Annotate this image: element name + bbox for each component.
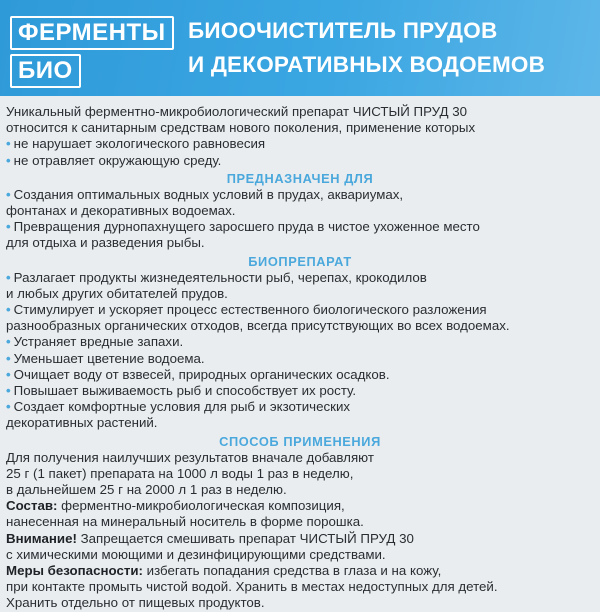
composition-label: Состав: xyxy=(6,498,58,514)
enzymes-badge: ФЕРМЕНТЫ xyxy=(10,16,174,50)
purpose-item-cont: для отдыха и разведения рыбы. xyxy=(6,235,205,251)
purpose-item: • Превращения дурнопахнущего заросшего пруда в чистое ухоженное место xyxy=(6,219,480,235)
bio-badge: БИО xyxy=(10,54,81,88)
composition-line: Состав: ферментно-микробиологическая композиция, xyxy=(6,498,345,514)
bullet-icon: • xyxy=(6,136,11,152)
purpose-item: • Создания оптимальных водных условий в прудах, аквариумах, xyxy=(6,186,404,202)
safety-label: Меры безопасности: xyxy=(6,563,143,579)
bio-item-cont: и любых других обитателей прудов. xyxy=(6,285,228,301)
bullet-icon: • xyxy=(6,383,11,399)
title-line-1: БИООЧИСТИТЕЛЬ ПРУДОВ xyxy=(188,18,498,43)
intro-bullet: • не отравляет окружающую среду. xyxy=(6,152,222,168)
safety-line-2: при контакте промыть чистой водой. Хранить в местах недоступных для детей. xyxy=(6,579,498,595)
safety-line: Меры безопасности: избегать попадания средства в глаза и на кожу, xyxy=(6,563,442,579)
composition-line-2: нанесенная на минеральный носитель в форме порошка. xyxy=(6,514,364,530)
bio-item: • Создает комфортные условия для рыб и экзотических xyxy=(6,399,351,415)
bullet-icon: • xyxy=(6,366,11,382)
bullet-icon: • xyxy=(6,186,11,202)
bio-item: • Повышает выживаемость рыб и способствует их росту. xyxy=(6,383,357,399)
bullet-icon: • xyxy=(6,302,11,318)
warning-label: Внимание! xyxy=(6,530,77,546)
bullet-icon: • xyxy=(6,152,11,168)
intro-bullet: • не нарушает экологического равновесия xyxy=(6,136,266,152)
bullet-icon: • xyxy=(6,350,11,366)
section-heading-bio: БИОПРЕПАРАТ xyxy=(248,253,352,269)
section-heading-purpose: ПРЕДНАЗНАЧЕН ДЛЯ xyxy=(226,170,374,186)
intro-line-2: относится к санитарным средствам нового поколения, применение которых xyxy=(6,120,476,136)
header-banner xyxy=(0,0,600,96)
bullet-icon: • xyxy=(6,399,11,415)
bio-item: • Разлагает продукты жизнедеятельности рыб, черепах, крокодилов xyxy=(6,269,427,285)
bio-item-cont: разнообразных органических отходов, всегда присутствующих во всех водоемах. xyxy=(6,318,510,334)
usage-line: 25 г (1 пакет) препарата на 1000 л воды 1 раз в неделю, xyxy=(6,465,354,481)
bio-item: • Уменьшает цветение водоема. xyxy=(6,350,205,366)
label-text xyxy=(6,104,594,612)
purpose-item-cont: фонтанах и декоративных водоемах. xyxy=(6,203,236,219)
warning-line: Внимание! Запрещается смешивать препарат ЧИСТЫЙ ПРУД 30 xyxy=(6,530,414,546)
bio-item: • Очищает воду от взвесей, природных органических осадков. xyxy=(6,366,390,382)
title-line-2: И ДЕКОРАТИВНЫХ ВОДОЕМОВ xyxy=(188,52,546,77)
intro-line-1: Уникальный ферментно-микробиологический препарат ЧИСТЫЙ ПРУД 30 xyxy=(6,104,468,119)
usage-line: Для получения наилучших результатов вначале добавляют xyxy=(6,449,374,465)
bullet-icon: • xyxy=(6,334,11,350)
bullet-icon: • xyxy=(6,219,11,235)
bullet-icon: • xyxy=(6,269,11,285)
bio-item: • Устраняет вредные запахи. xyxy=(6,334,184,350)
bio-item-cont: декоративных растений. xyxy=(6,415,158,431)
warning-line-2: с химическими моющими и дезинфицирующими средствами. xyxy=(6,546,386,562)
safety-line-3: Хранить отдельно от пищевых продуктов. xyxy=(6,595,265,611)
product-title xyxy=(188,14,594,82)
bio-item: • Стимулирует и ускоряет процесс естественного биологического разложения xyxy=(6,302,487,318)
section-heading-usage: СПОСОБ ПРИМЕНЕНИЯ xyxy=(219,433,381,449)
usage-line: в дальнейшем 25 г на 2000 л 1 раз в неделю. xyxy=(6,482,287,498)
